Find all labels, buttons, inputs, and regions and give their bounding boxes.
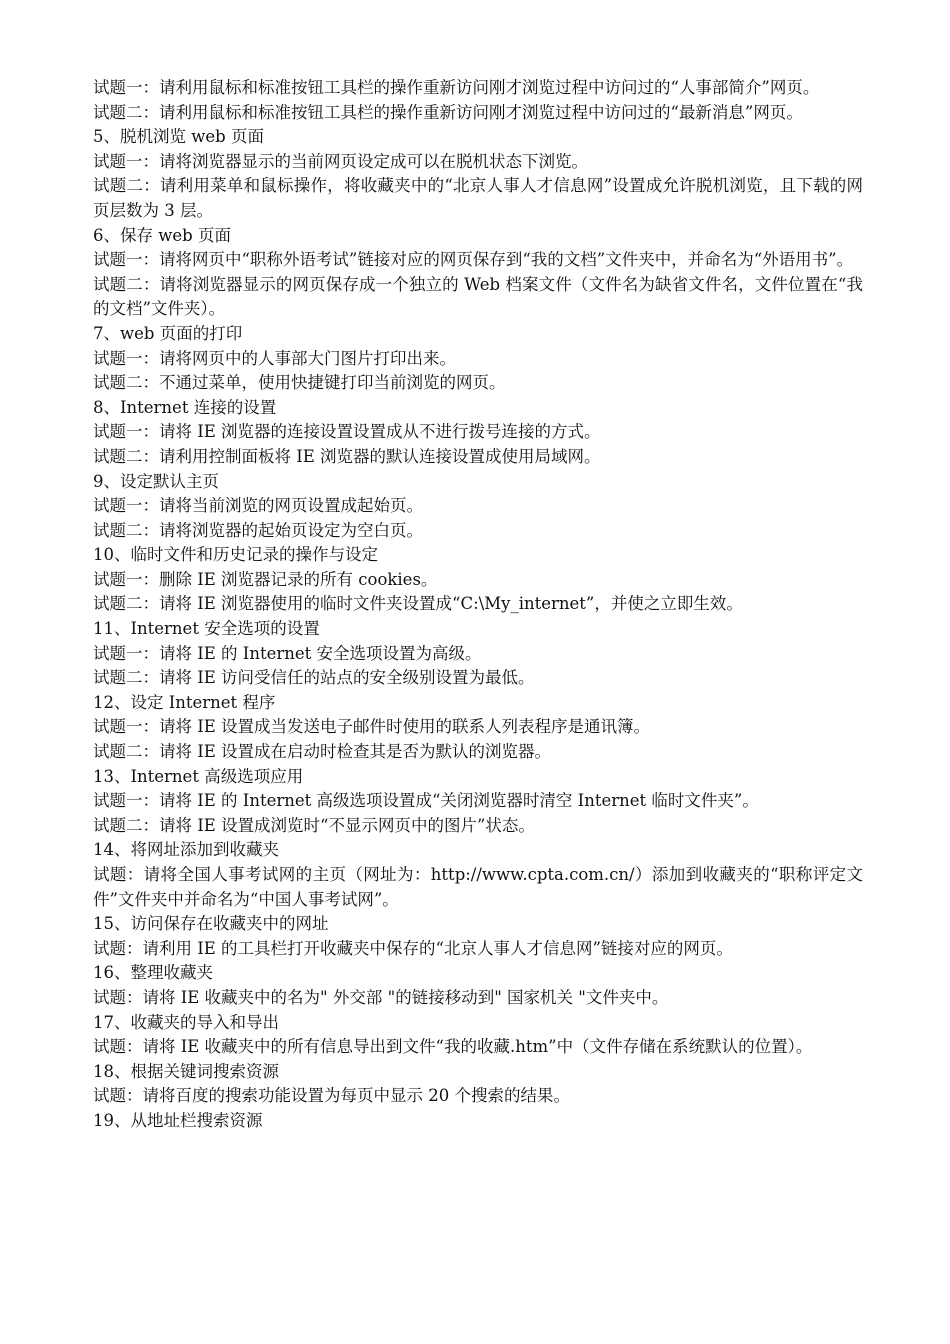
- section-heading: 13、Internet 高级选项应用: [93, 766, 304, 786]
- text-line: 试题一：请将 IE 设置成当发送电子邮件时使用的联系人列表程序是通讯簿。: [93, 717, 651, 737]
- text-line: 试题二：不通过菜单，使用快捷键打印当前浏览的网页。: [93, 373, 506, 393]
- section-heading: 17、收藏夹的导入和导出: [93, 1012, 279, 1032]
- text-line: 试题一：请将 IE 的 Internet 安全选项设置为高级。: [93, 643, 482, 663]
- text-line: 试题：请将 IE 收藏夹中的名为" 外交部 "的链接移动到" 国家机关 "文件夹中。: [93, 987, 669, 1007]
- text-line: 试题一：请将 IE 的 Internet 高级选项设置成“关闭浏览器时清空 Internet 临时文件夹”。: [93, 791, 759, 811]
- section-heading: 6、保存 web 页面: [93, 225, 231, 245]
- text-line: 试题一：请将浏览器显示的当前网页设定成可以在脱机状态下浏览。: [93, 151, 588, 171]
- text-line: 试题二：请将浏览器的起始页设定为空白页。: [93, 520, 423, 540]
- section-heading: 14、将网址添加到收藏夹: [93, 840, 279, 860]
- text-line: 试题：请将全国人事考试网的主页（网址为：http://www.cpta.com.cn/）添加到收藏夹的“职称评定文件”文件夹中并命名为“中国人事考试网”。: [93, 865, 863, 909]
- section-heading: 16、整理收藏夹: [93, 963, 213, 983]
- section-heading: 19、从地址栏搜索资源: [93, 1110, 263, 1130]
- text-line: 试题：请将 IE 收藏夹中的所有信息导出到文件“我的收藏.htm”中（文件存储在系统默认的位置）。: [93, 1037, 813, 1057]
- text-line: 试题二：请将 IE 访问受信任的站点的安全级别设置为最低。: [93, 668, 535, 688]
- text-line: 试题二：请利用鼠标和标准按钮工具栏的操作重新访问刚才浏览过程中访问过的“最新消息”网页。: [93, 102, 803, 122]
- text-line: 试题二：请利用菜单和鼠标操作，将收藏夹中的“北京人事人才信息网”设置成允许脱机浏览，且下载的网页层数为 3 层。: [93, 176, 863, 220]
- section-heading: 11、Internet 安全选项的设置: [93, 619, 320, 639]
- text-line: 试题一：请将网页中“职称外语考试”链接对应的网页保存到“我的文档”文件夹中，并命名为“外语用书”。: [93, 250, 854, 270]
- text-line: 试题一：请利用鼠标和标准按钮工具栏的操作重新访问刚才浏览过程中访问过的“人事部简介”网页。: [93, 78, 820, 97]
- text-line: 试题一：请将当前浏览的网页设置成起始页。: [93, 496, 423, 516]
- text-line: 试题：请利用 IE 的工具栏打开收藏夹中保存的“北京人事人才信息网”链接对应的网页。: [93, 938, 733, 958]
- document-page: [93, 76, 863, 1134]
- text-line: 试题一：请将 IE 浏览器的连接设置设置成从不进行拨号连接的方式。: [93, 422, 601, 442]
- section-heading: 8、Internet 连接的设置: [93, 397, 277, 417]
- section-heading: 9、设定默认主页: [93, 471, 219, 491]
- section-heading: 10、临时文件和历史记录的操作与设定: [93, 545, 378, 565]
- section-heading: 5、脱机浏览 web 页面: [93, 127, 264, 147]
- text-line: 试题二：请将 IE 浏览器使用的临时文件夹设置成“C:\My_internet”，并使之立即生效。: [93, 594, 743, 614]
- section-heading: 18、根据关键词搜索资源: [93, 1061, 279, 1081]
- text-line: 试题一：删除 IE 浏览器记录的所有 cookies。: [93, 569, 438, 589]
- section-heading: 12、设定 Internet 程序: [93, 692, 276, 712]
- text-line: 试题：请将百度的搜索功能设置为每页中显示 20 个搜索的结果。: [93, 1086, 570, 1106]
- text-line: 试题二：请将 IE 设置成浏览时“不显示网页中的图片”状态。: [93, 815, 535, 835]
- text-line: 试题一：请将网页中的人事部大门图片打印出来。: [93, 348, 456, 368]
- section-heading: 15、访问保存在收藏夹中的网址: [93, 914, 329, 934]
- text-line: 试题二：请将浏览器显示的网页保存成一个独立的 Web 档案文件（文件名为缺省文件名，文件位置在“我的文档”文件夹）。: [93, 274, 863, 319]
- text-line: 试题二：请利用控制面板将 IE 浏览器的默认连接设置成使用局域网。: [93, 446, 601, 466]
- text-line: 试题二：请将 IE 设置成在启动时检查其是否为默认的浏览器。: [93, 742, 552, 762]
- section-heading: 7、web 页面的打印: [93, 323, 243, 343]
